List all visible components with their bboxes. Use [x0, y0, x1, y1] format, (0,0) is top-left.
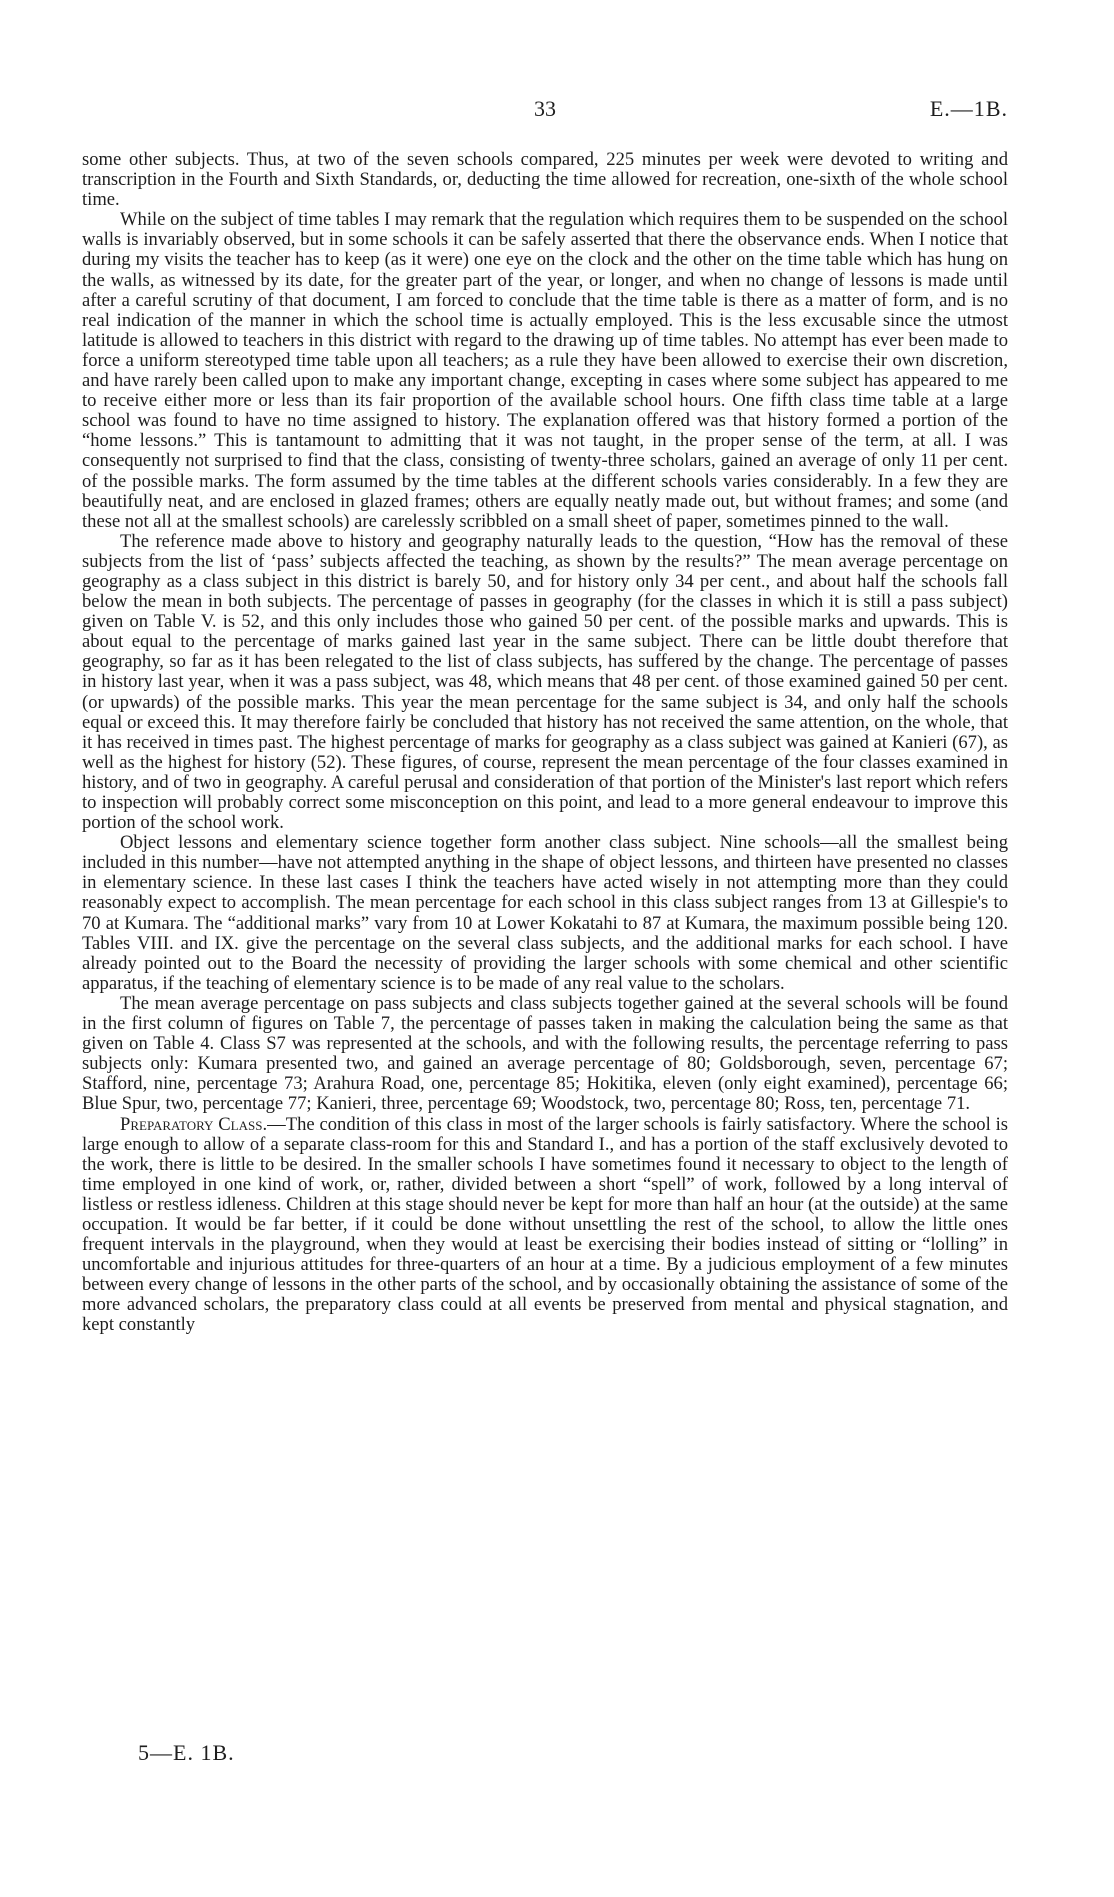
signature-end: .	[228, 1740, 235, 1765]
page-number: 33	[534, 96, 556, 121]
paragraph-mean-percentage: The mean average percentage on pass subjects and class subjects together gained at the several schools will be found in the first column of figures on Table 7, the percentage of passes taken in making the calculation being the same as that given on Table 4. Class S7 was represented at the schools, and with the following results, the percentage referring to pass subjects only: Kumara presented two, and gained an average percentage of 80; Goldsborough, seven, percentage 67; Stafford, nine, percentage 73; Arahura Road, one, percentage 85; Hokitika, eleven (only eight examined), percentage 66; Blue Spur, two, percentage 77; Kanieri, three, percentage 69; Woodstock, two, percentage 80; Ross, ten, percentage 71.	[82, 992, 1008, 1115]
paragraph-object-lessons: Object lessons and elementary science together form another class subject. Nine schools—all the smallest being included in this number—have not attempted anything in the shape of object lessons, and thirteen have presented no classes in elementary science. In these last cases I think the teachers have acted wisely in not attempting more than they could reasonably expect to accomplish. The mean percentage for each school in this class subject ranges from 13 at Gillespie's to 70 at Kumara. The “additional marks” vary from 10 at Lower Kokatahi to 87 at Kumara, the maximum possible being 120. Tables VIII. and IX. give the percentage on the several class subjects, and the additional marks for each school. I have already pointed out to the Board the necessity of providing the larger schools with some chemical and other scientific apparatus, if the teaching of elementary science is to be made of any real value to the scholars.	[82, 832, 1008, 994]
signature-prefix: 5—E. 1	[138, 1740, 213, 1765]
body-text	[82, 150, 1008, 1336]
signature-suffix: B	[212, 1740, 229, 1765]
paragraph-history-geography: The reference made above to history and geography naturally leads to the question, “How has the removal of these subjects from the list of ‘pass’ subjects affected the teaching, as shown by the results?” The mean average percentage on geography as a class subject in this district is barely 50, and for history only 34 per cent., and about half the schools fall below the mean in both subjects. The percentage of passes in geography (for the classes in which it is still a pass subject) given on Table V. is 52, and this only includes those who gained 50 per cent. of the possible marks and upwards. This is about equal to the percentage of marks gained last year in the same subject. There can be little doubt therefore that geography, so far as it has been relegated to the list of class subjects, has suffered by the change. The percentage of passes in history last year, when it was a pass subject, was 48, which means that 48 per cent. of those examined gained 50 per cent. (or upwards) of the possible marks. This year the mean percentage for the same subject is 34, and only half the schools equal or exceed this. It may therefore fairly be concluded that history has not received the same attention, on the whole, that it has received in times past. The highest percentage of marks for geography as a class subject was gained at Kanieri (67), as well as the highest for history (52). These figures, of course, represent the mean percentage of the four classes examined in history, and of two in geography. A careful perusal and consideration of that portion of the Minister's last report which refers to inspection will probably correct some misconception on this point, and lead to a more general endeavour to improve this portion of the school work.	[82, 530, 1008, 834]
page-header	[82, 96, 1008, 128]
document-reference	[930, 96, 1008, 122]
doc-ref-main: E.—1	[929, 96, 986, 121]
section-heading-preparatory-class: Preparatory Class.	[120, 1113, 268, 1135]
doc-ref-end: .	[1001, 96, 1008, 121]
preparatory-class-text: —The condition of this class in most of the larger schools is fairly satisfactory. Where the school is large enough to allow of a separate class-room for this and Standard I., and has a portion of the staff exclusively devoted to the work, there is little to be desired. In the smaller schools I have sometimes found it necessary to object to the length of time employed in one kind of work, or, rather, divided between a short “spell” of work, followed by a long interval of listless or restless idleness. Children at this stage should never be kept for more than half an hour (at the outside) at the same occupation. It would be far better, if it could be done without unsettling the rest of the school, to allow the little ones frequent intervals in the playground, when they would at least be exercising their bodies instead of sitting or “lolling” in uncomfortable and injurious attitudes for three-quarters of an hour at a time. By a judicious employment of a few minutes between every change of lessons in the other parts of the school, and by occasionally obtaining the assistance of some of the more advanced scholars, the preparatory class could at all events be preserved from mental and physical stagnation, and kept constantly	[82, 1113, 1008, 1336]
paragraph-continuation: some other subjects. Thus, at two of the seven schools compared, 225 minutes per week were devoted to writing and transcription in the Fourth and Sixth Standards, or, deducting the time allowed for recreation, one-sixth of the whole school time.	[82, 149, 1008, 211]
paragraph-preparatory-class	[82, 1115, 1008, 1336]
doc-ref-suffix: B	[985, 96, 1002, 121]
signature-mark	[138, 1740, 235, 1766]
paragraph-time-tables: While on the subject of time tables I may remark that the regulation which requires them to be suspended on the school walls is invariably observed, but in some schools it can be safely asserted that there the observance ends. When I notice that during my visits the teacher has to keep (as it were) one eye on the clock and the other on the time table which has hung on the walls, as witnessed by its date, for the greater part of the year, or longer, and when no change of lessons is made until after a careful scrutiny of that document, I am forced to conclude that the time table is there as a matter of form, and is no real indication of the manner in which the school time is actually employed. This is the less excusable since the utmost latitude is allowed to teachers in this district with regard to the drawing up of time tables. No attempt has ever been made to force a uniform stereotyped time table upon all teachers; as a rule they have been allowed to exercise their own discretion, and have rarely been called upon to make any important change, excepting in cases where some subject has appeared to me to receive either more or less than its fair proportion of the available school hours. One fifth class time table at a large school was found to have no time assigned to history. The explanation offered was that history formed a portion of the “home lessons.” This is tantamount to admitting that it was not taught, in the proper sense of the term, at all. I was consequently not surprised to find that the class, consisting of twenty-three scholars, gained an average of only 11 per cent. of the possible marks. The form assumed by the time tables at the different schools varies considerably. In a few they are beautifully neat, and are enclosed in glazed frames; others are equally neatly made out, but without frames; and some (and these not all at the smallest schools) are carelessly scribbled on a small sheet of paper, sometimes pinned to the wall.	[82, 209, 1008, 532]
